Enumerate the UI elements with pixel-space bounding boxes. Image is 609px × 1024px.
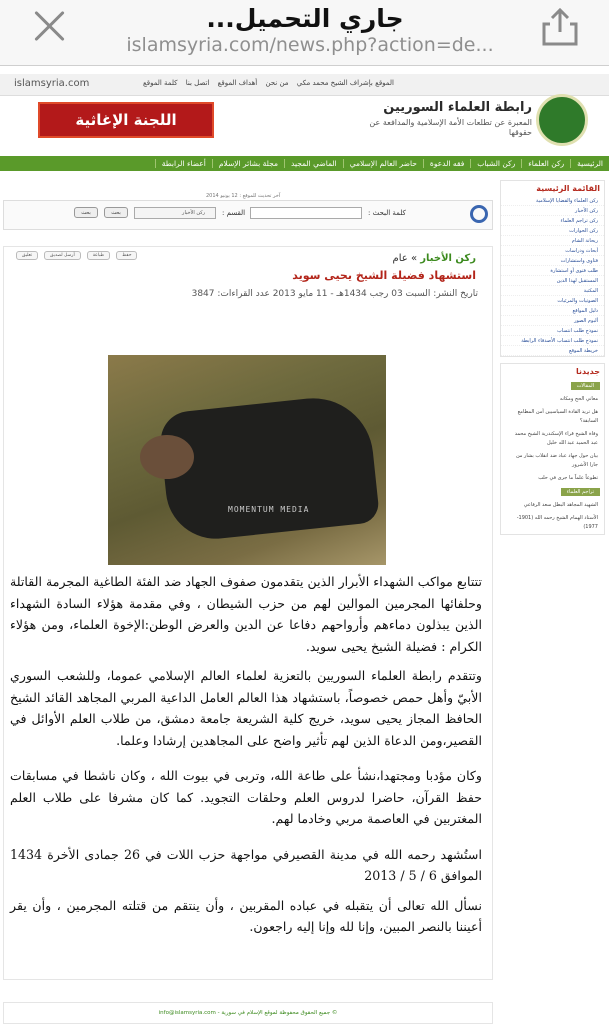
menu-item[interactable]: الصوتيات والمرئيات (501, 296, 604, 306)
address-bar[interactable]: islamsyria.com/news.php?action=de... (126, 34, 494, 56)
photo-head (140, 435, 194, 479)
org-subtitle: المعبرة عن تطلعات الأمة الإسلامية والمدافعة عن حقوقها (369, 118, 532, 137)
nav-item[interactable]: الماضي المجيد (284, 159, 343, 168)
advanced-search-button[interactable]: بحث (74, 207, 98, 218)
biography-item[interactable]: الشهيد المجاهد البطل سعد الرفاعي (523, 502, 598, 508)
top-link[interactable]: اتصل بنا (185, 79, 210, 87)
articles-tag: المقالات (571, 382, 600, 390)
menu-item[interactable]: ركن العلماء والقضايا الإسلامية (501, 196, 604, 206)
site-footer: © جميع الحقوق محفوظة لموقع الإسلام في سورية - info@islamsyria.com (3, 1002, 493, 1024)
top-strip (0, 74, 609, 96)
menu-item[interactable]: خريطة الموقع (501, 346, 604, 356)
site-header (0, 96, 609, 156)
nav-item[interactable]: مجلة بشائر الإسلام (212, 159, 284, 168)
new-item[interactable]: وفاة الشيخ قراء الإسكندرية الشيخ محمد عبد الحميد عبد الله خليل (514, 431, 598, 446)
article-title: استشهاد فضيلة الشيخ يحيى سويد (292, 269, 476, 282)
menu-item[interactable]: دليل المواقع (501, 306, 604, 316)
article-paragraph: وتتقدم رابطة العلماء السوريين بالتعزية لعلماء العالم الإسلامي عموما، وللشعب السوري الأبيّ وأهل حمص خصوصاً، باستشهاد هذا العالم العامل الداعية المربي المجاهد القائد الشيخ الحافظ المجاز يحيى سويد، خريج كلية الشريعة جامعة دمشق، من طلاب العلم الأوائل في القصير،ومن الدعاة الذين لهم تأثير واضح على المجاهدين إرشادا وعلما. (10, 668, 482, 748)
photo-figure (158, 392, 380, 543)
nav-item[interactable]: الرئيسية (570, 159, 609, 168)
article-paragraph: نسأل الله تعالى أن يتقبله في عباده المقربين ، وأن ينتقم من قتلته المجرمين ، وأن يقر أعيننا بالنصر المبين، وإنا لله وإنا إليه راجعون. (10, 897, 482, 934)
breadcrumb-separator: » (410, 253, 418, 264)
section-select[interactable]: ركن الأخبار (134, 207, 216, 219)
article-paragraph: وكان مؤدبا ومجتهدا،نشأ على طاعة الله، وتربى في بيوت الله ، وكان ناشطا في مسابقات حفظ القرآن، حاضرا لدروس العلم وحلقات التجويد. كما كان مشرفا على طلاب العلم المغتربين في العاصمة مربي وخادما لهم. (10, 768, 482, 826)
comment-button[interactable]: تعليق (16, 251, 38, 260)
top-links (140, 79, 397, 87)
breadcrumb (244, 253, 476, 264)
site-logo[interactable] (536, 94, 588, 146)
last-update: آخر تحديث للموقع : 12 يونيو 2014 (206, 193, 281, 199)
new-item[interactable]: معاني الحج ومكانه (559, 396, 598, 402)
article-body (10, 571, 482, 946)
search-bar (3, 200, 493, 230)
menu-item[interactable]: المكتبة (501, 286, 604, 296)
search-input[interactable] (250, 207, 362, 219)
new-box-title: جديدنا (575, 367, 600, 376)
menu-item[interactable]: ركن الحوارات (501, 226, 604, 236)
breadcrumb-section[interactable]: ركن الأخبار (420, 253, 476, 264)
menu-item[interactable]: ركن الأخبار (501, 206, 604, 216)
browser-toolbar (0, 0, 609, 66)
photo-watermark: MOMENTUM MEDIA (228, 505, 310, 514)
top-link[interactable]: من نحن (265, 79, 289, 87)
main-menu-box (500, 180, 605, 357)
menu-item[interactable]: ركن تراجم العلماء (501, 216, 604, 226)
biography-item[interactable]: الأستاذ الهمام الشيخ رحمه الله (1901-1977) (516, 515, 598, 530)
site-domain: islamsyria.com (14, 78, 90, 89)
search-label: كلمة البحث : (368, 209, 406, 217)
sidebar (500, 180, 605, 900)
main-menu-list (501, 196, 604, 356)
nav-item[interactable]: أعضاء الرابطة (155, 159, 212, 168)
main-nav (0, 156, 609, 171)
top-link[interactable]: الموقع بإشراف الشيخ محمد مكي (296, 79, 394, 87)
search-icon[interactable] (470, 205, 488, 223)
article-meta: تاريخ النشر: السبت 03 رجب 1434هـ - 11 مايو 2013 عدد القراءات: 3847 (191, 289, 478, 299)
nav-item[interactable]: حاضر العالم الإسلامي (343, 159, 423, 168)
top-link[interactable]: كلمة الموقع (143, 79, 178, 87)
print-button[interactable]: طباعة (87, 251, 110, 260)
menu-item[interactable]: أبحاث ودراسات (501, 246, 604, 256)
org-title: رابطة العلماء السوريين (383, 100, 532, 115)
share-icon[interactable] (536, 6, 584, 46)
menu-item[interactable]: طلب فتوى أو استشارة (501, 266, 604, 276)
menu-item[interactable]: نموذج طلب انتساب (501, 326, 604, 336)
section-label: القسم : (222, 209, 246, 217)
close-icon[interactable] (30, 6, 70, 46)
article-container (3, 246, 493, 980)
save-button[interactable]: حفظ (116, 251, 137, 260)
menu-item[interactable]: نموذج طلب انتساب الأصدقاء الرابطة (501, 336, 604, 346)
send-friend-button[interactable]: أرسل لصديق (44, 251, 81, 260)
new-item[interactable]: بيان حول جهاد عباد ضد انقلاب بشار من جارا الأشرور (515, 453, 598, 468)
menu-item[interactable]: فتاوى واستشارات (501, 256, 604, 266)
menu-item[interactable]: المستقبل لهذا الدين (501, 276, 604, 286)
article-paragraph: استُشهد رحمه الله في مدينة القصيرفي مواجهة حزب اللات في 26 جمادى الأخرة 1434 الموافق 6 / 5 / 2013 (10, 846, 482, 883)
biographies-tag: تراجم العلماء (561, 488, 600, 496)
nav-item[interactable]: ركن الشباب (470, 159, 521, 168)
new-item[interactable]: هل تريد القادة السياسيين أمن المطامع السابقة؟ (517, 409, 598, 424)
breadcrumb-sub[interactable]: عام (392, 253, 408, 264)
web-page (0, 66, 609, 1024)
page-title: جاري التحميل... (206, 4, 404, 33)
nav-item[interactable]: فقه الدعوة (423, 159, 470, 168)
nav-item[interactable]: ركن العلماء (521, 159, 570, 168)
main-menu-title: القائمة الرئيسية (536, 184, 600, 193)
search-button[interactable]: بحث (104, 207, 128, 218)
article-paragraph: تتتابع مواكب الشهداء الأبرار الذين يتقدمون صفوف الجهاد ضد الفئة الطاغية المجرمة القاتلة وحلفائها المجرمين الموالين لهم من حزب الشيطان ، وفي مقدمة هؤلاء السادة الشهداء الذين يبذلون دماءهم وأرواحهم دفاعا عن الدين والعرض الوطن:الإخوة العلماء، ومن هؤلاء الكرام : فضيلة الشيخ يحيى سويد. (10, 574, 482, 654)
new-item[interactable]: تطوعاً علماً ما جرى في حلب (538, 475, 598, 481)
new-box (500, 363, 605, 535)
top-link[interactable]: أهداف الموقع (217, 79, 258, 87)
menu-item[interactable]: ريحانة الشام (501, 236, 604, 246)
article-photo (108, 355, 386, 565)
menu-item[interactable]: ألبوم الصور (501, 316, 604, 326)
article-tools (16, 251, 137, 260)
relief-banner[interactable]: اللجنة الإغاثية (38, 102, 214, 138)
